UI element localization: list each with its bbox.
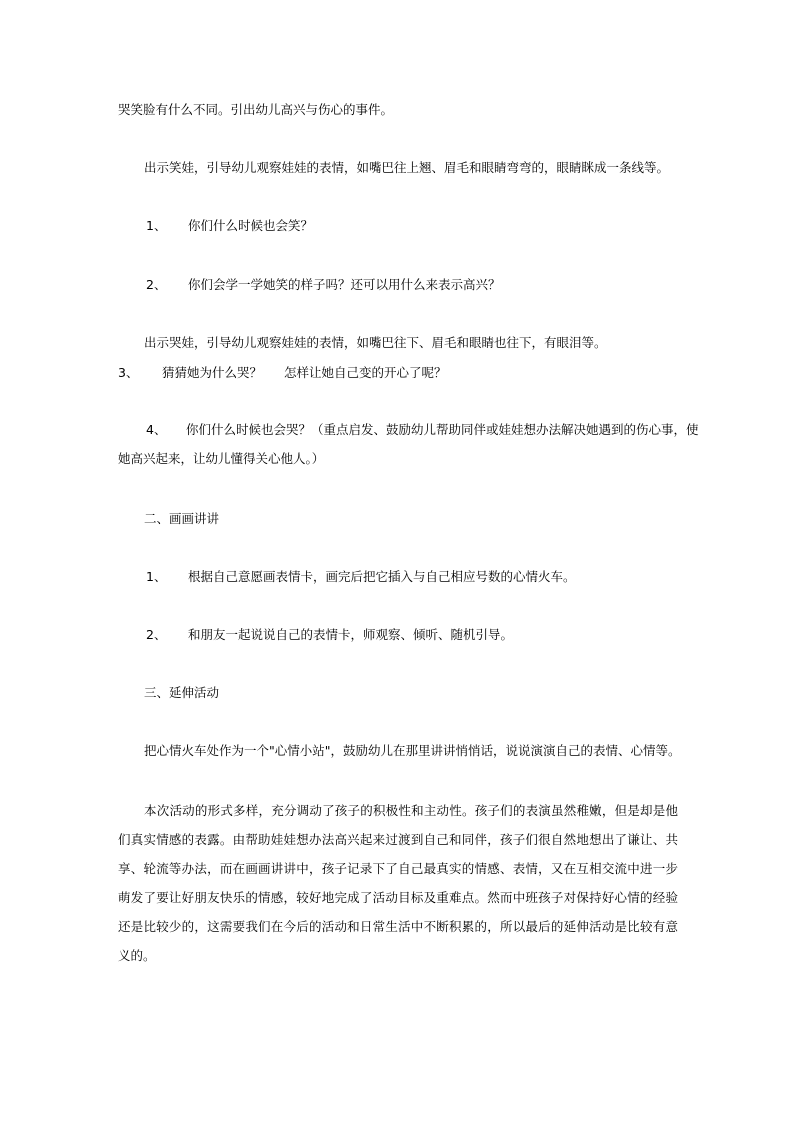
question-3-text-a: 猜猜她为什么哭？	[162, 365, 263, 380]
question-2-text: 你们会学一学她笑的样子吗？还可以用什么来表示高兴？	[188, 277, 501, 292]
section-2-item-2-text: 和朋友一起说说自己的表情卡，师观察、倾听、随机引导。	[188, 627, 514, 642]
paragraph-smile-doll: 出示笑娃，引导幼儿观察娃娃的表情，如嘴巴往上翘、眉毛和眼睛弯弯的，眼睛眯成一条线等。	[144, 160, 670, 175]
question-4-text-line1: 你们什么时候也会哭？（重点启发、鼓励幼儿帮助同伴或娃娃想办法解决她遇到的伤心事，使	[186, 422, 699, 437]
section-2-heading: 二、画画讲讲	[144, 511, 220, 526]
question-4-text-line2: 她高兴起来，让幼儿懂得关心他人。）	[118, 451, 325, 466]
question-4-number: 4、	[146, 422, 167, 437]
paragraph-intro: 哭笑脸有什么不同。引出幼儿高兴与伤心的事件。	[118, 102, 394, 117]
question-1-text: 你们什么时候也会笑？	[188, 218, 314, 233]
paragraph-cry-doll: 出示哭娃，引导幼儿观察娃娃的表情，如嘴巴往下、眉毛和眼睛也往下，有眼泪等。	[144, 335, 607, 350]
question-2-number: 2、	[146, 277, 167, 292]
paragraph-extension: 把心情火车处作为一个"心情小站"，鼓励幼儿在那里讲讲悄悄话，说说演演自己的表情、心情等。	[144, 743, 681, 758]
question-1-number: 1、	[146, 218, 167, 233]
question-3-text-b: 怎样让她自己变的开心了呢？	[284, 365, 447, 380]
question-3-number: 3、	[118, 365, 139, 380]
reflection-paragraph: 本次活动的形式多样，充分调动了孩子的积极性和主动性。孩子们的表演虽然稚嫩，但是却是他们真实情感的表露。由帮助娃娃想办法高兴起来过渡到自己和同伴，孩子们很自然地想出了谦让、共享、轮流等办法，而在画画讲讲中，孩子记录下了自己最真实的情感、表情，又在互相交流中进一步萌发了要让好朋友快乐的情感，较好地完成了活动目标及重难点。然而中班孩子对保持好心情的经验还是比较少的，这需要我们在今后的活动和日常生活中不断积累的，所以最后的延伸活动是比较有意义的。	[118, 803, 678, 963]
section-2-item-1-number: 1、	[146, 569, 167, 584]
section-3-heading: 三、延伸活动	[144, 685, 220, 700]
section-2-item-1-text: 根据自己意愿画表情卡，画完后把它插入与自己相应号数的心情火车。	[188, 569, 576, 584]
section-2-item-2-number: 2、	[146, 627, 167, 642]
